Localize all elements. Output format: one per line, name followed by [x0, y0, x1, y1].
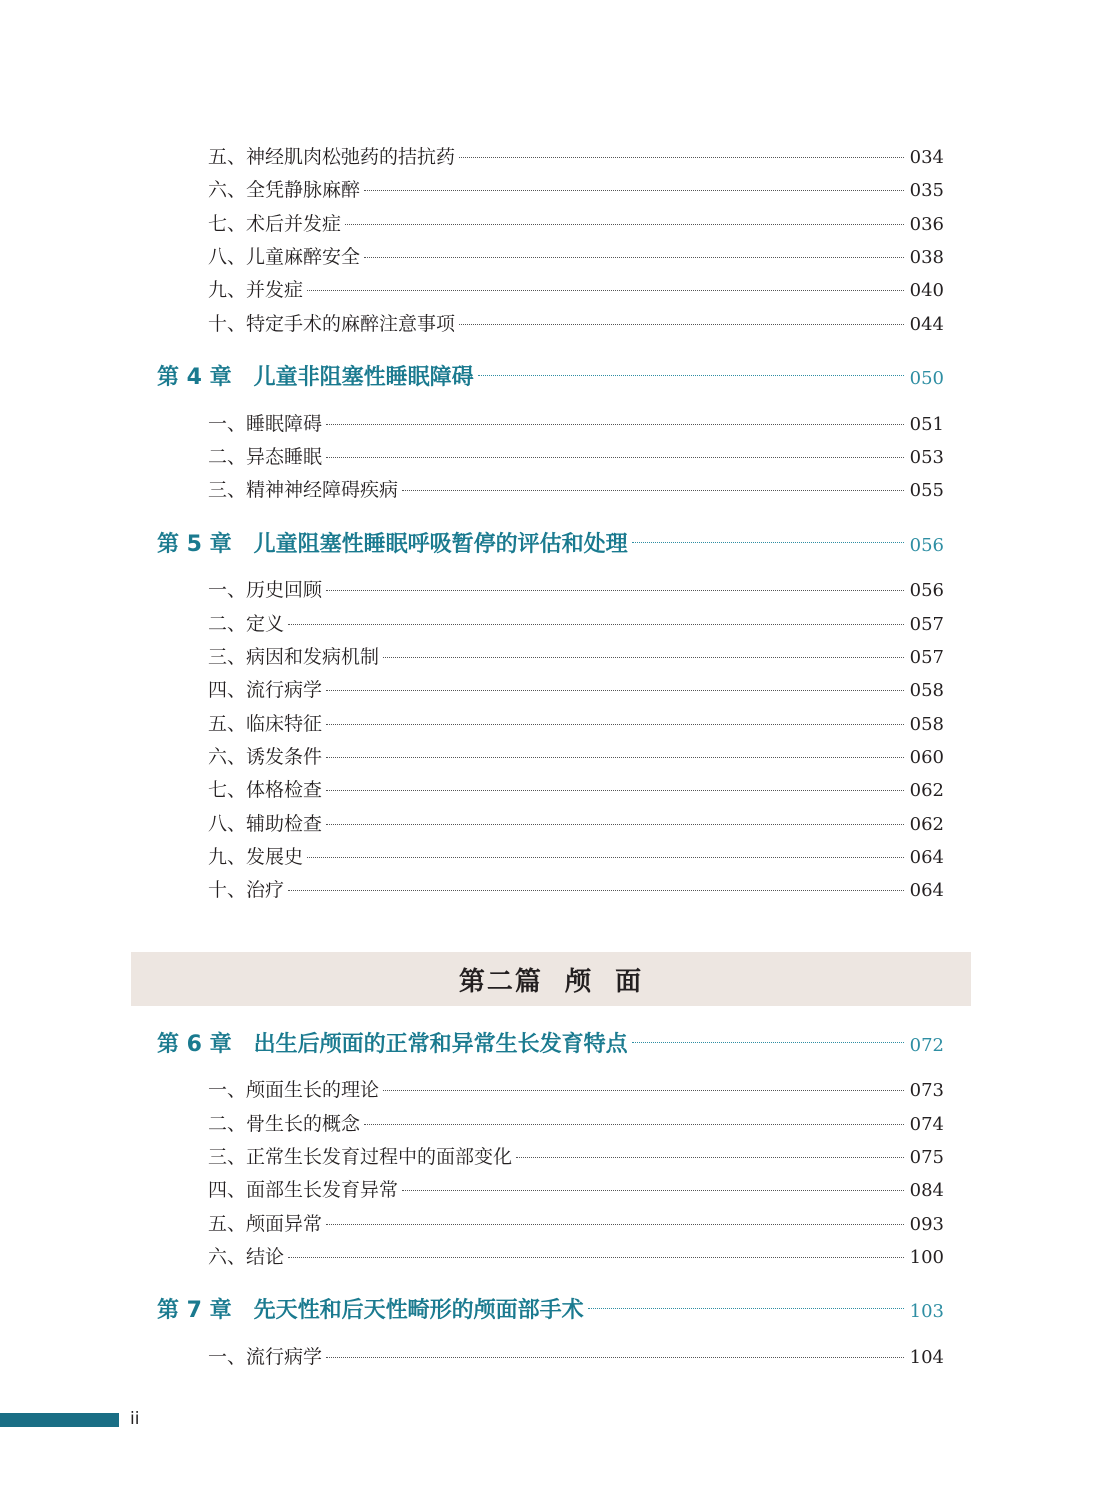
toc-entry[interactable] [208, 1345, 944, 1369]
toc-entry-title: 十、治疗 [208, 879, 285, 901]
dot-leader [326, 824, 904, 825]
toc-entry-page: 035 [909, 180, 944, 201]
dot-leader [402, 1190, 904, 1191]
dot-leader [307, 290, 904, 291]
toc-entry[interactable] [208, 812, 944, 836]
toc-entry-title: 九、并发症 [208, 279, 304, 301]
toc-entry-page: 062 [909, 814, 944, 835]
toc-entry[interactable] [208, 712, 944, 736]
toc-entry-title: 一、颅面生长的理论 [208, 1079, 380, 1101]
dot-leader [326, 757, 904, 758]
toc-entry[interactable] [208, 1145, 944, 1169]
dot-leader [588, 1308, 904, 1309]
toc-entry-page: 057 [909, 614, 944, 635]
part-heading-band [131, 952, 971, 1006]
toc-entry-page: 073 [909, 1080, 944, 1101]
toc-entry-title: 三、病因和发病机制 [208, 646, 380, 668]
toc-entry-page: 055 [909, 480, 944, 501]
toc-entry[interactable] [208, 445, 944, 469]
chapter-page: 072 [909, 1035, 944, 1056]
dot-leader [326, 590, 904, 591]
toc-entry-title: 九、发展史 [208, 846, 304, 868]
chapter-heading[interactable] [157, 1030, 944, 1060]
toc-entry[interactable] [208, 1078, 944, 1102]
dot-leader [364, 190, 904, 191]
dot-leader [459, 157, 904, 158]
toc-entry-title: 八、儿童麻醉安全 [208, 246, 361, 268]
part-title[interactable]: 第二篇 颅 面 [458, 966, 644, 997]
dot-leader [326, 1224, 904, 1225]
dot-leader [326, 457, 904, 458]
chapter-title: 儿童阻塞性睡眠呼吸暂停的评估和处理 [253, 532, 628, 557]
chapter-page: 050 [909, 368, 944, 389]
toc-entry[interactable] [208, 678, 944, 702]
dot-leader [459, 324, 904, 325]
dot-leader [478, 375, 904, 376]
toc-entry[interactable] [208, 578, 944, 602]
toc-entry-page: 093 [909, 1214, 944, 1235]
toc-entry-page: 053 [909, 447, 944, 468]
toc-entry[interactable] [208, 778, 944, 802]
toc-entry-title: 五、神经肌肉松弛药的拮抗药 [208, 146, 456, 168]
toc-entry-title: 一、睡眠障碍 [208, 413, 323, 435]
footer-accent-bar [0, 1413, 119, 1427]
toc-entry[interactable] [208, 412, 944, 436]
toc-entry-title: 四、流行病学 [208, 679, 323, 701]
toc-entry-page: 057 [909, 647, 944, 668]
toc-entry-page: 074 [909, 1114, 944, 1135]
chapter-page: 056 [909, 535, 944, 556]
chapter-title: 出生后颅面的正常和异常生长发育特点 [253, 1032, 628, 1057]
toc-entry-title: 七、术后并发症 [208, 213, 342, 235]
dot-leader [364, 257, 904, 258]
chapter-number: 第 7 章 [157, 1298, 232, 1323]
toc-entry-title: 二、异态睡眠 [208, 446, 323, 468]
dot-leader [326, 424, 904, 425]
toc-entry[interactable] [208, 278, 944, 302]
dot-leader [632, 542, 904, 543]
toc-entry-title: 二、骨生长的概念 [208, 1113, 361, 1135]
toc-entry[interactable] [208, 1212, 944, 1236]
toc-entry-page: 064 [909, 880, 944, 901]
dot-leader [402, 490, 904, 491]
dot-leader [326, 724, 904, 725]
dot-leader [632, 1042, 904, 1043]
toc-entry-page: 064 [909, 847, 944, 868]
toc-entry-page: 056 [909, 580, 944, 601]
toc-entry[interactable] [208, 478, 944, 502]
toc-entry[interactable] [208, 612, 944, 636]
dot-leader [288, 1257, 904, 1258]
dot-leader [288, 624, 904, 625]
toc-entry[interactable] [208, 745, 944, 769]
toc-entry[interactable] [208, 1178, 944, 1202]
dot-leader [383, 657, 904, 658]
dot-leader [516, 1157, 904, 1158]
toc-entry-page: 034 [909, 147, 944, 168]
toc-entry[interactable] [208, 178, 944, 202]
toc-entry-title: 五、颅面异常 [208, 1213, 323, 1235]
dot-leader [326, 1357, 904, 1358]
dot-leader [383, 1090, 904, 1091]
toc-entry[interactable] [208, 845, 944, 869]
toc-entry-title: 五、临床特征 [208, 713, 323, 735]
toc-entry-page: 038 [909, 247, 944, 268]
toc-entry-title: 四、面部生长发育异常 [208, 1179, 399, 1201]
page-number: ii [130, 1409, 140, 1429]
chapter-number: 第 4 章 [157, 365, 232, 390]
dot-leader [364, 1124, 904, 1125]
toc-entry-page: 058 [909, 680, 944, 701]
toc-entry[interactable] [208, 212, 944, 236]
chapter-number: 第 5 章 [157, 532, 232, 557]
chapter-heading[interactable] [157, 530, 944, 560]
toc-entry[interactable] [208, 878, 944, 902]
toc-entry-page: 062 [909, 780, 944, 801]
toc-entry-page: 104 [909, 1347, 944, 1368]
dot-leader [307, 857, 904, 858]
toc-entry-page: 084 [909, 1180, 944, 1201]
toc-entry[interactable] [208, 1112, 944, 1136]
chapter-title: 儿童非阻塞性睡眠障碍 [253, 365, 474, 390]
chapter-title: 先天性和后天性畸形的颅面部手术 [253, 1298, 584, 1323]
toc-entry-page: 058 [909, 714, 944, 735]
chapter-heading[interactable] [157, 1296, 944, 1326]
toc-entry-title: 六、结论 [208, 1246, 285, 1268]
dot-leader [326, 690, 904, 691]
toc-entry-title: 八、辅助检查 [208, 813, 323, 835]
toc-entry[interactable] [208, 145, 944, 169]
toc-entry[interactable] [208, 245, 944, 269]
toc-entry-title: 一、流行病学 [208, 1346, 323, 1368]
toc-entry-page: 075 [909, 1147, 944, 1168]
toc-entry-title: 十、特定手术的麻醉注意事项 [208, 313, 456, 335]
toc-entry-title: 七、体格检查 [208, 779, 323, 801]
toc-entry-page: 040 [909, 280, 944, 301]
toc-entry-title: 六、诱发条件 [208, 746, 323, 768]
toc-entry-page: 060 [909, 747, 944, 768]
chapter-number: 第 6 章 [157, 1032, 232, 1057]
toc-entry-title: 三、精神神经障碍疾病 [208, 479, 399, 501]
dot-leader [288, 890, 904, 891]
toc-entry[interactable] [208, 1245, 944, 1269]
toc-entry-page: 036 [909, 214, 944, 235]
dot-leader [345, 224, 904, 225]
chapter-page: 103 [909, 1301, 944, 1322]
toc-entry-title: 三、正常生长发育过程中的面部变化 [208, 1146, 513, 1168]
toc-entry[interactable] [208, 312, 944, 336]
toc-entry[interactable] [208, 645, 944, 669]
chapter-heading[interactable] [157, 363, 944, 393]
toc-entry-title: 六、全凭静脉麻醉 [208, 179, 361, 201]
toc-entry-title: 一、历史回顾 [208, 579, 323, 601]
dot-leader [326, 790, 904, 791]
toc-entry-title: 二、定义 [208, 613, 285, 635]
toc-entry-page: 100 [909, 1247, 944, 1268]
toc-entry-page: 051 [909, 414, 944, 435]
toc-entry-page: 044 [909, 314, 944, 335]
